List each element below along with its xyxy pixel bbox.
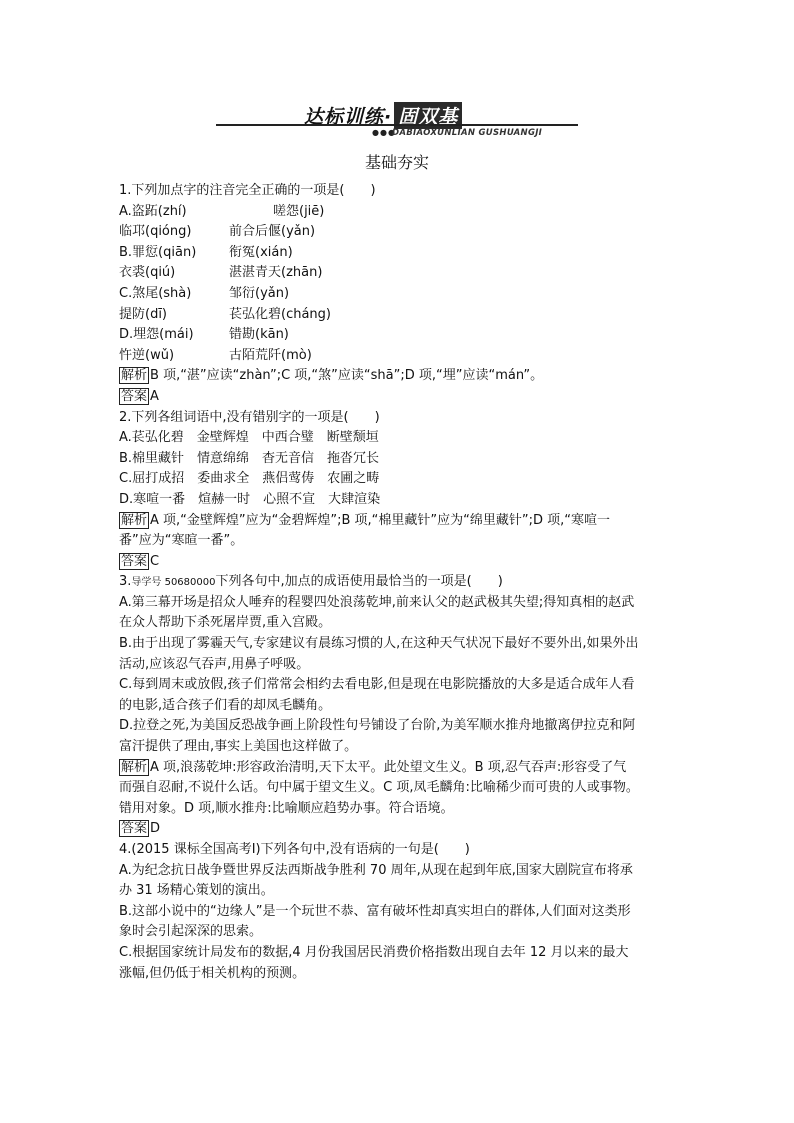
q3-answer bbox=[119, 819, 639, 840]
q1-option-text: 忤逆(wǔ) bbox=[119, 347, 175, 363]
q2-analysis-text: A 项,“金壁辉煌”应为“金碧辉煌”;B 项,“棉里藏针”应为“绵里藏针”;D 项,“寒喧一番”应为“寒暄一番”。 bbox=[119, 512, 611, 549]
q1-row bbox=[119, 222, 639, 243]
analysis-tag: 解析 bbox=[121, 368, 148, 384]
analysis-tag: 解析 bbox=[121, 759, 148, 775]
q1-row bbox=[119, 305, 639, 326]
q1-stem: 1.下列加点字的注音完全正确的一项是( ) bbox=[119, 183, 376, 198]
q3-number: 3. bbox=[119, 574, 132, 590]
q2-answer-value: C bbox=[150, 553, 160, 569]
q2-analysis bbox=[119, 511, 639, 552]
q4-option-c: C.根据国家统计局发布的数据,4 月份我国居民消费价格指数出现自去年 12 月以来的最大涨幅,但仍低于相关机构的预测。 bbox=[119, 944, 629, 981]
header-banner bbox=[216, 102, 580, 138]
banner-title bbox=[304, 102, 462, 126]
q4-option-b: B.这部小说中的“边缘人”是一个玩世不恭、富有破坏性却真实坦白的群体,人们面对这类形象时会引起深深的思索。 bbox=[119, 903, 631, 940]
q3-option-c: C.每到周末或放假,孩子们常常会相约去看电影,但是现在电影院播放的大多是适合成年人看的电影,适合孩子们看的却凤毛麟角。 bbox=[119, 677, 635, 713]
banner-title-box: 固双基 bbox=[394, 102, 462, 129]
q1-option-text: 嗟怨(jiē) bbox=[273, 203, 325, 219]
question-list bbox=[119, 181, 639, 984]
q1-answer bbox=[119, 387, 639, 408]
q3-stem-text: 下列各句中,加点的成语使用最恰当的一项是( ) bbox=[215, 574, 503, 590]
q1-row bbox=[119, 202, 639, 223]
q2-option-c: C.屈打成招 委曲求全 燕侣莺俦 农圃之畴 bbox=[119, 471, 380, 487]
section-title: 基础夯实 bbox=[364, 153, 429, 172]
q2-stem: 2.下列各组词语中,没有错别字的一项是( ) bbox=[119, 409, 380, 425]
analysis-tag: 解析 bbox=[121, 512, 148, 528]
q1-option-text: 苌弘化碧(cháng) bbox=[229, 306, 331, 322]
q1-row bbox=[119, 263, 639, 284]
banner-rule bbox=[216, 124, 578, 126]
q1-option-text: 邹衍(yǎn) bbox=[229, 285, 290, 301]
banner-dots: ●●● bbox=[372, 128, 396, 137]
q1-analysis-text: B 项,“湛”应读“zhàn”;C 项,“煞”应读“shā”;D 项,“埋”应读“mán”。 bbox=[150, 368, 544, 384]
q1-option-text: A.盗跖(zhí) bbox=[119, 203, 187, 219]
q3-guide-number: 导学号 50680000 bbox=[131, 577, 216, 589]
q1-option-text: 临邛(qióng) bbox=[119, 224, 192, 240]
q1-option-text: 前合后偃(yǎn) bbox=[229, 224, 316, 240]
q3-option-b: B.由于出现了雾霾天气,专家建议有晨练习惯的人,在这种天气状况下最好不要外出,如果外出活动,应该忍气吞声,用鼻子呼吸。 bbox=[119, 636, 639, 672]
q3-answer-value: D bbox=[150, 821, 161, 837]
q3-option-d: D.拉登之死,为美国反恐战争画上阶段性句号铺设了台阶,为美军顺水推舟地撤离伊拉克和阿富汗提供了理由,事实上美国也这样做了。 bbox=[119, 718, 636, 755]
q1-option-text: B.罪愆(qiān) bbox=[119, 244, 197, 260]
q1-row bbox=[119, 243, 639, 264]
banner-title-text: 达标训练· bbox=[304, 106, 393, 128]
q3-option-a: A.第三幕开场是招众人唾弃的程婴四处浪荡乾坤,前来认父的赵武极其失望;得知真相的赵武在众人帮助下杀死屠岸贾,重入宫殿。 bbox=[119, 594, 635, 631]
q1-answer-value: A bbox=[150, 388, 159, 404]
q1-option-text: 古陌荒阡(mò) bbox=[229, 347, 312, 363]
q1-row bbox=[119, 284, 639, 305]
banner-subtitle: DABIAOXUNLIAN GUSHUANGJI bbox=[392, 128, 543, 138]
q1-option-text: 错勘(kān) bbox=[229, 327, 289, 343]
q4-stem: 4.(2015 课标全国高考Ⅰ)下列各句中,没有语病的一句是( ) bbox=[119, 842, 470, 857]
q2-option-d: D.寒喧一番 煊赫一时 心照不宣 大肆渲染 bbox=[119, 491, 381, 507]
q1-option-text: C.煞尾(shà) bbox=[119, 285, 192, 301]
q2-answer bbox=[119, 552, 639, 573]
q4-option-a: A.为纪念抗日战争暨世界反法西斯战争胜利 70 周年,从现在起到年底,国家大剧院宣布将承办 31 场精心策划的演出。 bbox=[119, 862, 633, 899]
q1-option-text: 湛湛青天(zhān) bbox=[229, 265, 323, 281]
answer-tag: 答案 bbox=[121, 553, 148, 569]
q1-option-text: 衔冤(xián) bbox=[229, 244, 293, 260]
q1-option-text: 衣裘(qiú) bbox=[119, 265, 176, 281]
q1-option-text: D.埋怨(mái) bbox=[119, 327, 194, 343]
q2-option-b: B.棉里藏针 情意绵绵 杳无音信 拖沓冗长 bbox=[119, 450, 380, 466]
q2-option-a: A.苌弘化碧 金壁辉煌 中西合璧 断壁颓垣 bbox=[119, 430, 379, 446]
q3-analysis bbox=[119, 758, 639, 820]
q1-row bbox=[119, 346, 639, 367]
q1-row bbox=[119, 325, 639, 346]
q1-option-text: 提防(dī) bbox=[119, 306, 168, 322]
q1-analysis bbox=[119, 366, 639, 387]
answer-tag: 答案 bbox=[121, 821, 148, 837]
q3-stem bbox=[119, 572, 639, 593]
q3-analysis-text: A 项,浪荡乾坤:形容政治清明,天下太平。此处望文生义。B 项,忍气吞声:形容受了气而强自忍耐,不说什么话。句中属于望文生义。C 项,凤毛麟角:比喻稀少而可贵的人或事物。错用对象。D 项,顺水推舟:比喻顺应趋势办事。符合语境。 bbox=[119, 759, 639, 816]
answer-tag: 答案 bbox=[121, 388, 148, 404]
